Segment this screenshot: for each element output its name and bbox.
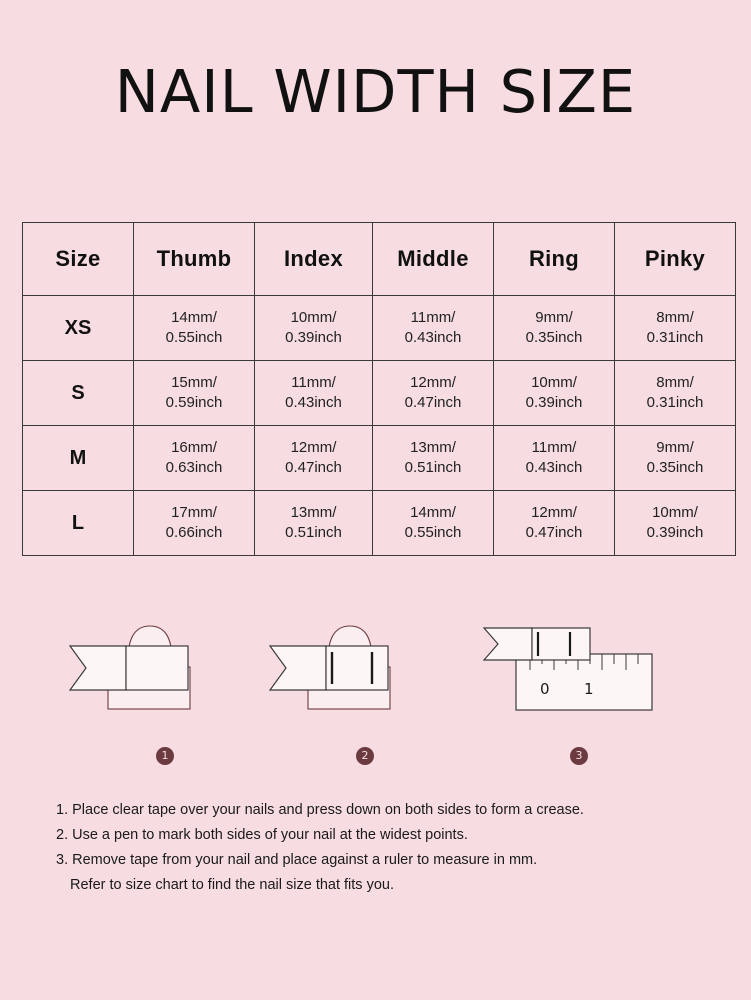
cell-l-thumb: [134, 491, 255, 556]
step-3-number: 3: [570, 747, 588, 765]
step-1: [60, 612, 270, 772]
cell-l-middle: [373, 491, 494, 556]
cell-inch: 0.59inch: [165, 394, 223, 411]
column-header-middle: Middle: [373, 223, 494, 296]
step-2: [260, 612, 470, 772]
cell-xs-middle: [373, 296, 494, 361]
cell-mm: 14mm/: [171, 308, 217, 326]
step-1-number-wrap: [60, 746, 270, 765]
step-3: [474, 612, 684, 772]
cell-l-pinky: [615, 491, 736, 556]
cell-mm: 12mm/: [410, 373, 456, 391]
instruction-step-3: 3. Remove tape from your nail and place against a ruler to measure in mm.: [56, 852, 538, 868]
cell-m-thumb: [134, 426, 255, 491]
finger-with-marked-tape-icon: [260, 612, 470, 742]
table-body: [23, 296, 736, 556]
cell-inch: 0.43inch: [285, 394, 342, 411]
cell-inch: 0.51inch: [285, 524, 342, 541]
measurement-steps: [22, 612, 729, 772]
step-1-number: 1: [156, 747, 174, 765]
cell-mm: 9mm/: [656, 438, 694, 456]
step-2-number: 2: [356, 747, 374, 765]
cell-inch: 0.43inch: [404, 329, 462, 346]
cell-inch: 0.35inch: [525, 329, 583, 346]
step-2-number-wrap: [260, 746, 470, 765]
column-header-index: Index: [255, 223, 373, 296]
cell-mm: 10mm/: [290, 308, 337, 326]
table-header: [23, 223, 736, 296]
cell-s-ring: [494, 361, 615, 426]
column-header-ring: Ring: [494, 223, 615, 296]
table-row: [23, 491, 736, 556]
cell-inch: 0.31inch: [646, 394, 704, 411]
row-size-label: L: [23, 491, 134, 556]
cell-mm: 10mm/: [652, 503, 698, 521]
cell-mm: 11mm/: [291, 373, 336, 391]
instruction-step-3-continued: Refer to size chart to find the nail size that fits you.: [70, 877, 394, 893]
finger-with-tape-icon: [60, 612, 270, 742]
cell-inch: 0.39inch: [285, 329, 342, 346]
table-row: [23, 296, 736, 361]
cell-l-ring: [494, 491, 615, 556]
cell-s-pinky: [615, 361, 736, 426]
cell-mm: 17mm/: [171, 503, 217, 521]
cell-inch: 0.39inch: [646, 524, 704, 541]
ruler-label-1: 1: [584, 680, 594, 698]
nail-size-table: [22, 222, 736, 556]
cell-inch: 0.47inch: [404, 394, 462, 411]
cell-inch: 0.51inch: [404, 459, 462, 476]
cell-mm: 9mm/: [535, 308, 573, 326]
cell-s-middle: [373, 361, 494, 426]
cell-inch: 0.63inch: [165, 459, 223, 476]
cell-mm: 14mm/: [410, 503, 456, 521]
tape-on-ruler-icon: [474, 612, 684, 742]
cell-mm: 13mm/: [410, 438, 456, 456]
table-row: [23, 426, 736, 491]
cell-inch: 0.47inch: [525, 524, 583, 541]
table-row: [23, 361, 736, 426]
cell-mm: 12mm/: [531, 503, 577, 521]
cell-mm: 11mm/: [410, 308, 456, 326]
cell-inch: 0.35inch: [646, 459, 704, 476]
cell-s-index: [255, 361, 373, 426]
cell-mm: 12mm/: [290, 438, 337, 456]
page-title: NAIL WIDTH SIZE: [114, 57, 637, 126]
table-header-row: [23, 223, 736, 296]
cell-inch: 0.43inch: [525, 459, 583, 476]
column-header-size: Size: [23, 223, 134, 296]
column-header-pinky: Pinky: [615, 223, 736, 296]
cell-l-index: [255, 491, 373, 556]
ruler-label-0: 0: [540, 680, 550, 698]
cell-xs-thumb: [134, 296, 255, 361]
cell-inch: 0.39inch: [525, 394, 583, 411]
cell-xs-ring: [494, 296, 615, 361]
cell-xs-pinky: [615, 296, 736, 361]
cell-mm: 15mm/: [171, 373, 217, 391]
cell-m-index: [255, 426, 373, 491]
cell-inch: 0.55inch: [404, 524, 462, 541]
row-size-label: S: [23, 361, 134, 426]
cell-s-thumb: [134, 361, 255, 426]
cell-m-middle: [373, 426, 494, 491]
row-size-label: M: [23, 426, 134, 491]
cell-inch: 0.55inch: [165, 329, 223, 346]
cell-m-pinky: [615, 426, 736, 491]
row-size-label: XS: [23, 296, 134, 361]
cell-m-ring: [494, 426, 615, 491]
instruction-step-1: 1. Place clear tape over your nails and press down on both sides to form a crease.: [56, 802, 584, 818]
cell-mm: 13mm/: [290, 503, 337, 521]
step-3-number-wrap: [474, 746, 684, 765]
cell-mm: 16mm/: [171, 438, 217, 456]
cell-inch: 0.47inch: [285, 459, 342, 476]
instructions-list: [56, 798, 716, 898]
cell-mm: 10mm/: [531, 373, 577, 391]
cell-inch: 0.66inch: [165, 524, 223, 541]
cell-inch: 0.31inch: [646, 329, 704, 346]
cell-mm: 11mm/: [531, 438, 577, 456]
cell-xs-index: [255, 296, 373, 361]
instruction-step-2: 2. Use a pen to mark both sides of your nail at the widest points.: [56, 827, 468, 843]
cell-mm: 8mm/: [656, 373, 694, 391]
column-header-thumb: Thumb: [134, 223, 255, 296]
cell-mm: 8mm/: [656, 308, 694, 326]
